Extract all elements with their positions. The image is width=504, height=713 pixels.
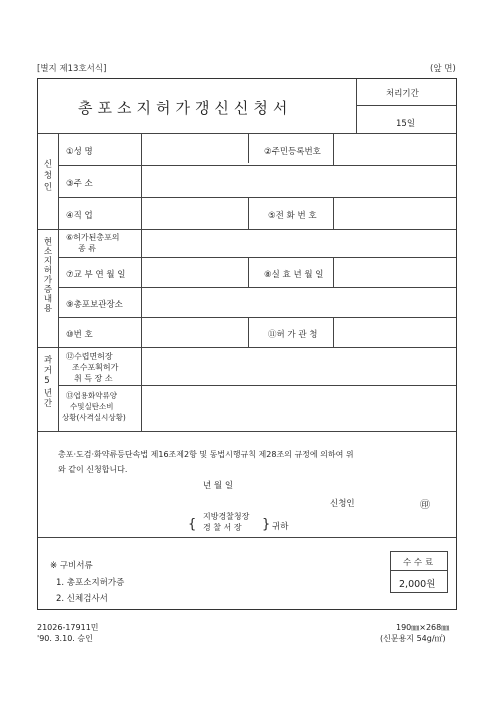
permit-office-label: ⑪허 가 관 청	[268, 330, 318, 340]
statement-line-2: 와 같이 신청합니다.	[58, 465, 128, 474]
page-side-label: (앞 면)	[430, 64, 456, 74]
rrn-label: ②주민등록번호	[264, 147, 321, 157]
phone-label: ⑤전 화 번 호	[268, 211, 317, 221]
seal-mark: ㊞	[420, 500, 430, 511]
processing-period-label: 처리기간	[386, 89, 419, 99]
footer-code: 21026-17911민	[37, 623, 99, 632]
statement-line-1: 총포·도검·화약류등단속법 제16조제2항 및 동법시행규칙 제28조의 규정에 의하여 위	[58, 450, 354, 459]
current-permit-section-label: 현소지허가증내용	[42, 237, 52, 313]
fee-box	[390, 551, 448, 593]
applicant-section-label: 신청인	[42, 159, 52, 194]
left-brace: {	[188, 517, 197, 532]
footer-size: 190㎜×268㎜	[396, 623, 450, 632]
storage-place-label: ⑨총포보관장소	[66, 300, 123, 310]
address-label: ③주 소	[66, 179, 93, 189]
date-line: 년 월 일	[203, 481, 234, 491]
form-title: 총포소지허가갱신신청서	[78, 99, 293, 117]
form-number: [별지 제13호서식]	[37, 64, 107, 74]
footer-paper: (신문용지 54g/㎡)	[380, 634, 446, 643]
footer-approval: '90. 3.10. 승인	[37, 634, 93, 643]
past-5-years-section-label: 과거5년간	[42, 355, 52, 409]
recipient-names: 지방경찰청장 경 찰 서 장	[203, 512, 250, 532]
issue-date-label: ⑦교 부 연 월 일	[66, 270, 126, 280]
explosives-usage-label: ⑬엽용화약류양 수및실탄소비 상황(사격실시상황)	[62, 391, 126, 422]
applicant-sign-label: 신청인	[330, 499, 355, 509]
job-label: ④직 업	[66, 211, 93, 221]
fee-value: 2,000원	[399, 579, 436, 590]
expiry-date-label: ⑧실 효 년 월 일	[264, 270, 324, 280]
attachment-2: 2. 신체검사서	[56, 594, 108, 604]
permit-number-label: ⑩번 호	[66, 330, 93, 340]
hunting-license-label: ⑫수렵면허장 조수포획허가 취 득 장 소	[66, 352, 119, 383]
name-label: ①성 명	[66, 147, 93, 157]
attachment-1: 1. 총포소지허가증	[56, 578, 125, 588]
processing-period-value: 15일	[396, 119, 416, 129]
right-brace: }	[262, 517, 271, 532]
recipient-suffix: 귀하	[272, 522, 289, 532]
attachments-title: ※ 구비서류	[50, 561, 93, 571]
gun-type-label: ⑥허가된총포의 종 류	[66, 233, 120, 253]
application-form	[37, 78, 457, 610]
fee-label: 수 수 료	[403, 558, 434, 568]
